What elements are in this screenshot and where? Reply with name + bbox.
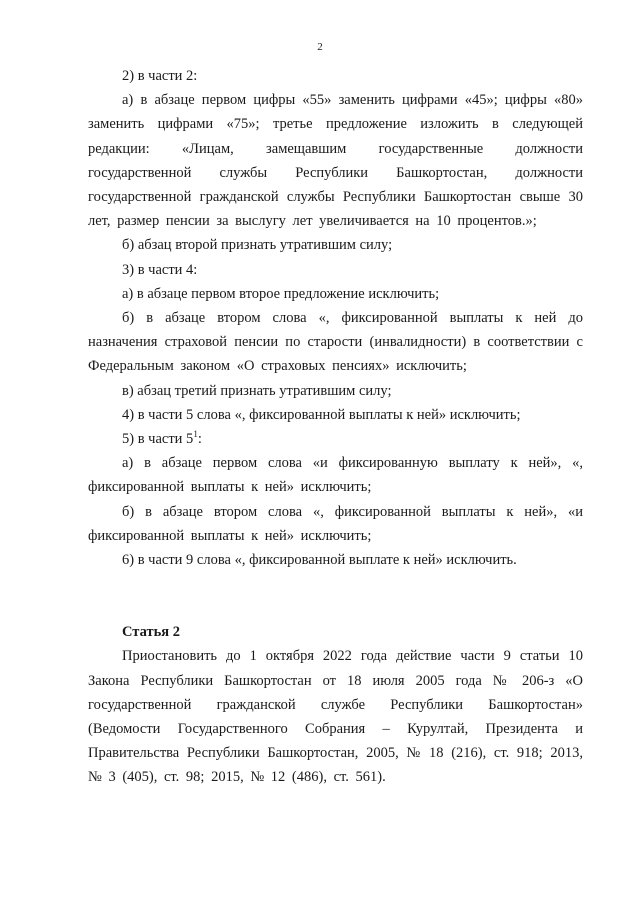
article-text: Приостановить до 1 октября 2022 года действие части 9 статьи 10 Закона Республики Башкортостан от 18 июля 2005 года № 206-з «О государственной гражданской службе Республики Башкортостан» (Ведомости Государственного Собрания – Курултай, Президента и Правительства Республики Башкортостан, 2005, № 18 (216), ст. 918; 2013, № 3 (405), ст. 98; 2015, № 12 (486), ст. 561). xyxy=(88,648,583,786)
item-part-4 xyxy=(88,258,583,282)
page-number: 2 xyxy=(317,41,323,53)
item-text: 5) в части 5 xyxy=(122,431,194,448)
item-text: а) в абзаце первом слова «и фиксированную выплату к ней», «, фиксированной выплаты к ней» исключить; xyxy=(88,455,583,496)
item-text-suffix: : xyxy=(197,431,202,448)
item-part-5-1-b xyxy=(88,500,583,548)
item-text: 3) в части 4: xyxy=(122,261,198,278)
item-part-5-1 xyxy=(88,427,583,451)
item-part-2-b xyxy=(88,233,583,257)
item-text: 4) в части 5 слова «, фиксированной выплаты к ней» исключить; xyxy=(122,406,521,423)
item-text: б) в абзаце втором слова «, фиксированной выплаты к ней до назначения страховой пенсии по старости (инвалидности) в соответствии с Федеральным законом «О страховых пенсиях» исключить; xyxy=(88,310,583,375)
item-part-9 xyxy=(88,548,583,572)
spacer xyxy=(88,596,583,620)
item-part-4-c xyxy=(88,379,583,403)
document-body xyxy=(88,64,583,790)
item-part-2-a xyxy=(88,88,583,233)
item-text: в) абзац третий признать утратившим силу; xyxy=(122,382,392,399)
item-text: а) в абзаце первом цифры «55» заменить цифрами «45»; цифры «80» заменить цифрами «75»; третье предложение изложить в следующей редакции: «Лицам, замещавшим государственные должности государственной службы Республики Башкортостан, должности государственной гражданской службы Республики Башкортостан свыше 30 лет, размер пенсии за выслугу лет увеличивается на 10 процентов.»; xyxy=(88,92,583,230)
item-part-4-a xyxy=(88,282,583,306)
item-part-5-1-a xyxy=(88,451,583,499)
item-text: б) абзац второй признать утратившим силу; xyxy=(122,237,393,254)
item-part-2 xyxy=(88,64,583,88)
item-text: 6) в части 9 слова «, фиксированной выплате к ней» исключить. xyxy=(122,552,517,569)
item-part-4-b xyxy=(88,306,583,379)
spacer xyxy=(88,572,583,596)
superscript: 1 xyxy=(193,429,198,440)
item-part-5 xyxy=(88,403,583,427)
item-text: 2) в части 2: xyxy=(122,68,198,84)
article-heading: Статья 2 xyxy=(122,624,180,641)
item-text: а) в абзаце первом второе предложение исключить; xyxy=(122,285,440,302)
item-text: б) в абзаце втором слова «, фиксированной выплаты к ней», «и фиксированной выплаты к ней» исключить; xyxy=(88,503,583,544)
